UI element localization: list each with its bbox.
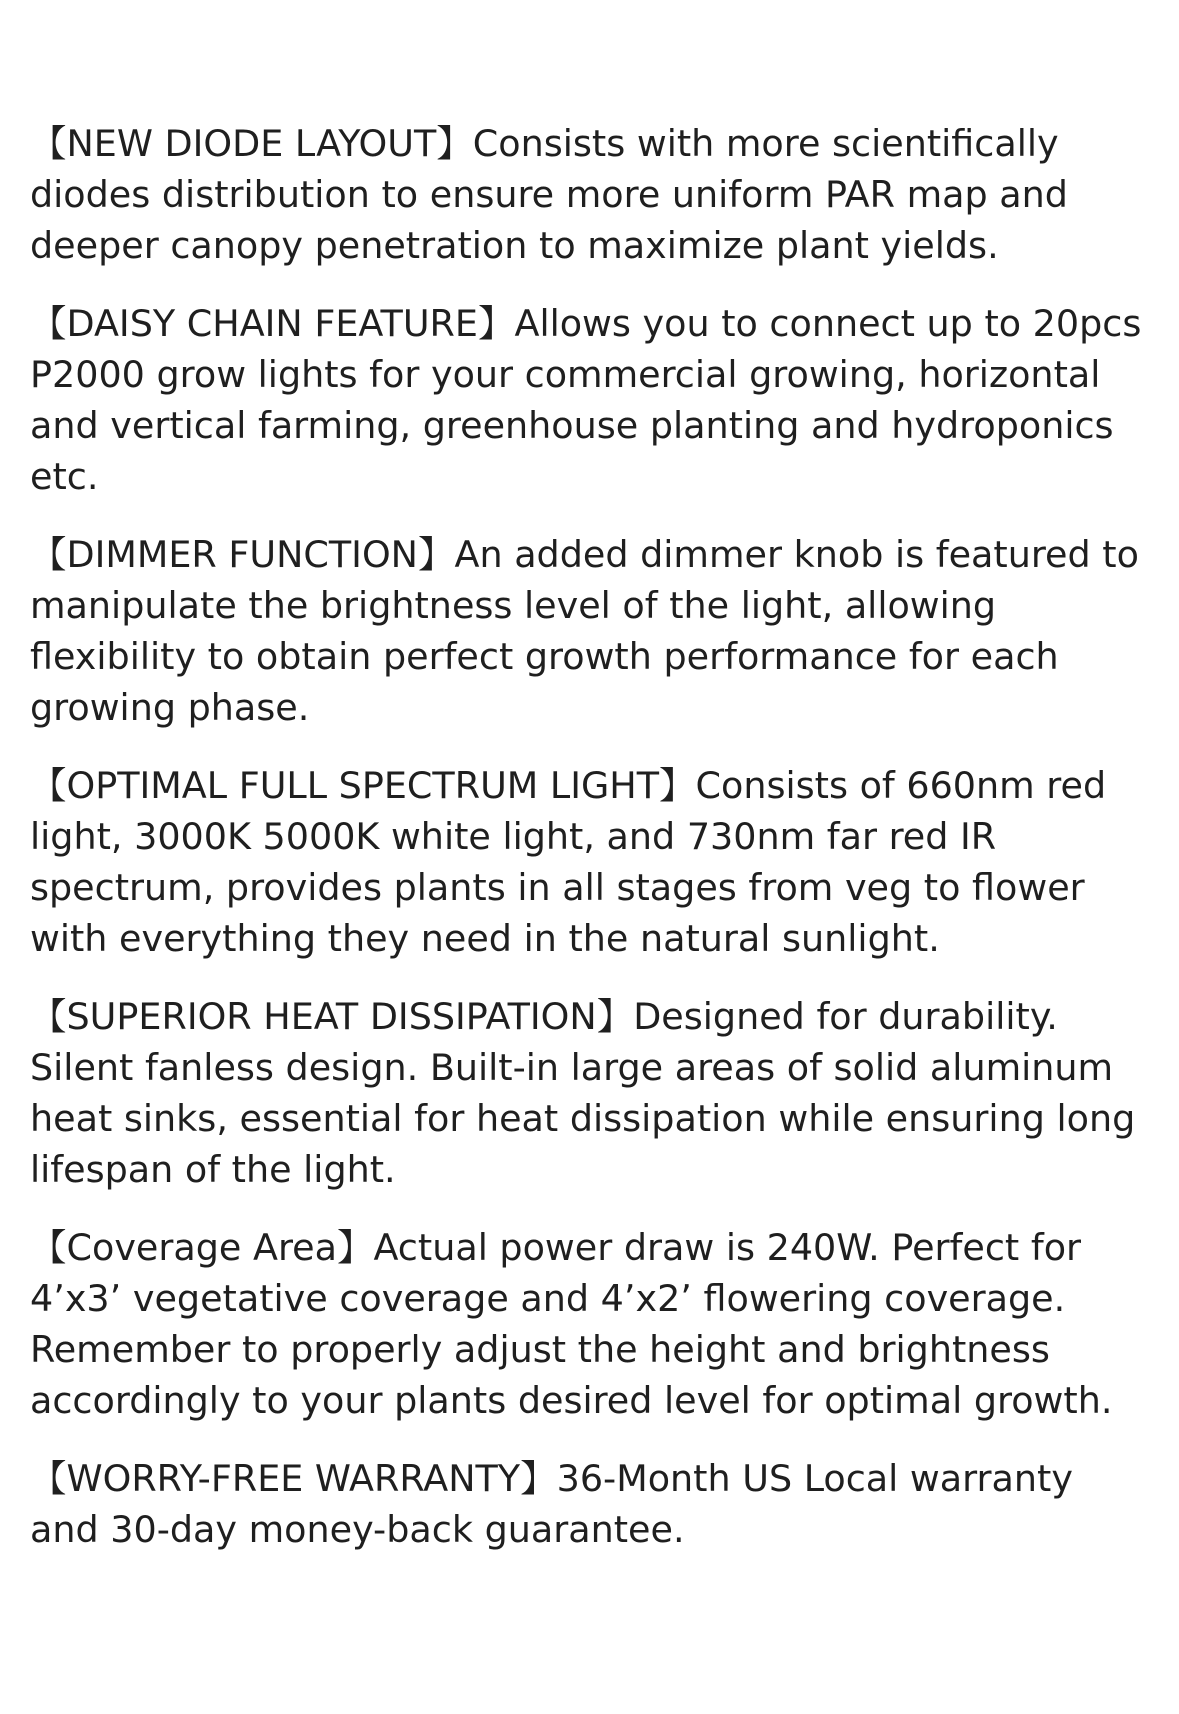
feature-tag: 【WORRY-FREE WARRANTY】 <box>30 1457 557 1500</box>
feature-text: Designed for durability. Silent fanless design. Built-in large areas of solid aluminum heat sinks, essential for heat dissipation while ensuring long lifespan of the light. <box>30 995 1136 1191</box>
feature-text: Consists with more scientifically diodes distribution to ensure more uniform PAR map and deeper canopy penetration to maximize plant yields. <box>30 122 1068 267</box>
feature-paragraph-spectrum <box>30 760 1150 964</box>
feature-paragraph-coverage <box>30 1222 1150 1426</box>
feature-text: Allows you to connect up to 20pcs P2000 grow lights for your commercial growing, horizontal and vertical farming, greenhouse planting and hydroponics etc. <box>30 302 1142 498</box>
feature-paragraph-dimmer <box>30 529 1150 733</box>
feature-tag: 【NEW DIODE LAYOUT】 <box>30 122 473 165</box>
feature-text: An added dimmer knob is featured to manipulate the brightness level of the light, allowing flexibility to obtain perfect growth performance for each growing phase. <box>30 533 1139 729</box>
feature-tag: 【DAISY CHAIN FEATURE】 <box>30 302 515 345</box>
feature-tag: 【Coverage Area】 <box>30 1226 374 1269</box>
feature-paragraph-daisy-chain <box>30 298 1150 502</box>
feature-tag: 【DIMMER FUNCTION】 <box>30 533 455 576</box>
feature-text: Actual power draw is 240W. Perfect for 4’x3’ vegetative coverage and 4’x2’ flowering coverage. Remember to properly adjust the height and brightness accordingly to your plants desired level for optimal growth. <box>30 1226 1113 1422</box>
feature-text: Consists of 660nm red light, 3000K 5000K white light, and 730nm far red IR spectrum, provides plants in all stages from veg to flower with everything they need in the natural sunlight. <box>30 764 1107 960</box>
feature-tag: 【SUPERIOR HEAT DISSIPATION】 <box>30 995 634 1038</box>
feature-list <box>30 118 1150 1582</box>
feature-paragraph-warranty <box>30 1453 1150 1555</box>
feature-tag: 【OPTIMAL FULL SPECTRUM LIGHT】 <box>30 764 696 807</box>
feature-text: 36-Month US Local warranty and 30-day money-back guarantee. <box>30 1457 1073 1551</box>
feature-paragraph-heat-dissipation <box>30 991 1150 1195</box>
feature-paragraph-diode-layout <box>30 118 1150 271</box>
